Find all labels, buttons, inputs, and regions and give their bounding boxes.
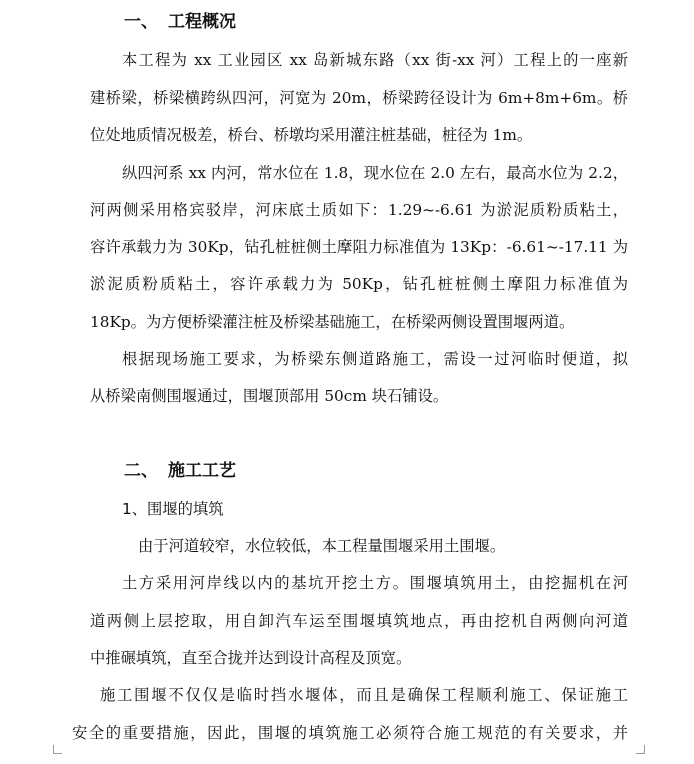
paragraph-line: 容许承载力为 30Kp，钻孔桩桩侧土摩阻力标准值为 13Kp：-6.61~-17.11 为 (90, 238, 628, 256)
crop-mark (636, 745, 645, 754)
paragraph-line: 18Kp。为方便桥梁灌注桩及桥梁基础施工，在桥梁两侧设置围堰两道。 (90, 313, 575, 331)
crop-mark (53, 745, 62, 754)
paragraph-line: 纵四河系 xx 内河，常水位在 1.8，现水位在 2.0 左右，最高水位为 2.2， (122, 164, 628, 182)
paragraph-line: 土方采用河岸线以内的基坑开挖土方。围堰填筑用土，由挖掘机在河 (122, 574, 628, 592)
paragraph-line: 河两侧采用格宾驳岸，河床底土质如下：1.29~-6.61 为淤泥质粉质粘土， (90, 201, 628, 219)
paragraph-line: 施工围堰不仅仅是临时挡水堰体，而且是确保工程顺利施工、保证施工 (100, 686, 628, 704)
paragraph-line: 本工程为 xx 工业园区 xx 岛新城东路（xx 街-xx 河）工程上的一座新 (122, 51, 628, 69)
section-number: 二、 (124, 461, 158, 481)
paragraph-line: 位处地质情况极差，桥台、桥墩均采用灌注桩基础，桩径为 1m。 (90, 126, 533, 144)
paragraph-line: 淤泥质粉质粘土，容许承载力为 50Kp，钻孔桩桩侧土摩阻力标准值为 (90, 275, 628, 293)
paragraph-line: 建桥梁，桥梁横跨纵四河，河宽为 20m，桥梁跨径设计为 6m+8m+6m。桥 (90, 89, 628, 107)
paragraph-line: 根据现场施工要求，为桥梁东侧道路施工，需设一过河临时便道，拟 (122, 350, 628, 368)
paragraph-line: 中推碾填筑，直至合拢并达到设计高程及顶宽。 (90, 649, 412, 667)
paragraph-line: 由于河道较窄，水位较低，本工程量围堰采用土围堰。 (138, 537, 506, 555)
section-number: 一、 (124, 12, 158, 32)
section-title: 施工工艺 (168, 461, 236, 481)
paragraph-line: 安全的重要措施，因此，围堰的填筑施工必须符合施工规范的有关要求，并 (72, 724, 628, 742)
section-heading-1 (124, 11, 236, 33)
section-heading-2 (124, 460, 236, 482)
paragraph-line: 道两侧上层挖取，用自卸汽车运至围堰填筑地点，再由挖机自两侧向河道 (90, 612, 628, 630)
subheading: 1、围堰的填筑 (122, 500, 224, 518)
section-title: 工程概况 (168, 12, 236, 32)
paragraph-line: 从桥梁南侧围堰通过，围堰顶部用 50cm 块石铺设。 (90, 387, 449, 405)
